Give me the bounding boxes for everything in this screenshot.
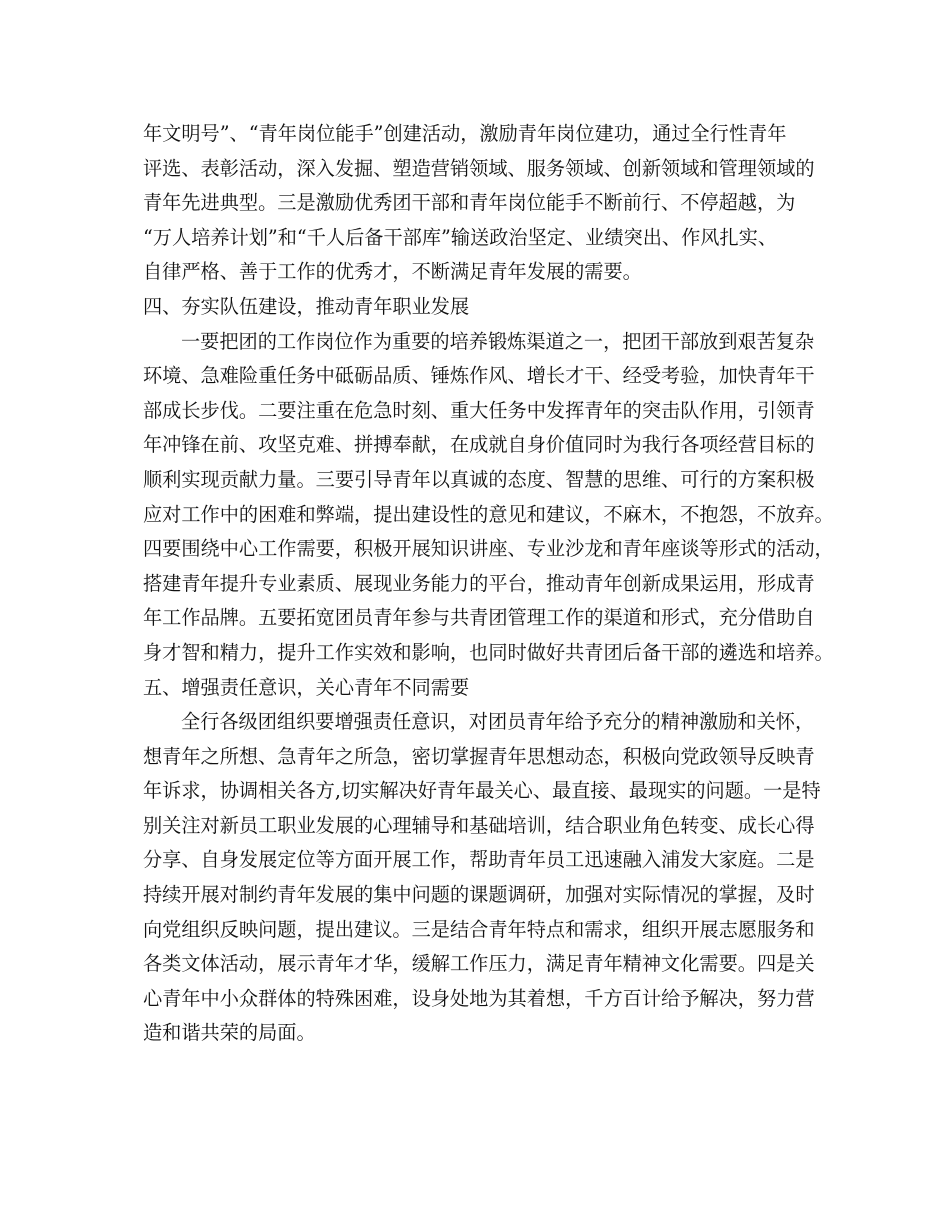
text-line: 别关注对新员工职业发展的心理辅导和基础培训，结合职业角色转变、成长心得 bbox=[143, 813, 815, 837]
text-line: 应对工作中的困难和弊端，提出建设性的意见和建议，不麻木，不抱怨，不放弃。 bbox=[143, 502, 834, 526]
document-body bbox=[143, 117, 834, 1051]
text-line: 年冲锋在前、攻坚克难、拼搏奉献，在成就自身价值同时为我行各项经营目标的 bbox=[143, 433, 815, 457]
text-line: 全行各级团组织要增强责任意识，对团员青年给予充分的精神激励和关怀， bbox=[181, 710, 815, 734]
text-line: 年诉求，协调相关各方,切实解决好青年最关心、最直接、最现实的问题。一是特 bbox=[143, 779, 821, 803]
text-line: 身才智和精力，提升工作实效和影响，也同时做好共青团后备干部的遴选和培养。 bbox=[143, 640, 834, 664]
text-line: 青年先进典型。三是激励优秀团干部和青年岗位能手不断前行、不停超越，为 bbox=[143, 191, 796, 215]
text-line: “万人培养计划”和“千人后备干部库”输送政治坚定、业绩突出、作风扎实、 bbox=[143, 225, 778, 249]
paragraph-section-4 bbox=[143, 325, 834, 671]
text-line: 向党组织反映问题，提出建议。三是结合青年特点和需求，组织开展志愿服务和 bbox=[143, 917, 815, 941]
text-line: 顺利实现贡献力量。三要引导青年以真诚的态度、智慧的思维、可行的方案积极 bbox=[143, 467, 815, 491]
text-line: 年文明号”、“青年岗位能手”创建活动，激励青年岗位建功，通过全行性青年 bbox=[143, 122, 787, 145]
section-heading-4: 四、夯实队伍建设，推动青年职业发展 bbox=[143, 294, 470, 318]
paragraph-continued bbox=[143, 117, 813, 290]
text-line: 持续开展对制约青年发展的集中问题的课题调研，加强对实际情况的掌握，及时 bbox=[143, 883, 815, 907]
section-heading-5: 五、增强责任意识，关心青年不同需要 bbox=[143, 675, 470, 699]
text-line: 搭建青年提升专业素质、展现业务能力的平台，推动青年创新成果运用，形成青 bbox=[143, 571, 815, 595]
paragraph-section-5 bbox=[143, 705, 821, 1051]
text-line: 各类文体活动，展示青年才华，缓解工作压力，满足青年精神文化需要。四是关 bbox=[143, 952, 815, 976]
text-line: 部成长步伐。二要注重在危急时刻、重大任务中发挥青年的突击队作用，引领青 bbox=[143, 398, 815, 422]
text-line: 想青年之所想、急青年之所急，密切掌握青年思想动态，积极向党政领导反映青 bbox=[143, 744, 815, 768]
text-line: 四要围绕中心工作需要，积极开展知识讲座、专业沙龙和青年座谈等形式的活动， bbox=[143, 537, 834, 561]
text-line: 年工作品牌。五要拓宽团员青年参与共青团管理工作的渠道和形式，充分借助自 bbox=[143, 606, 815, 630]
text-line: 自律严格、善于工作的优秀才，不断满足青年发展的需要。 bbox=[143, 260, 642, 284]
text-line: 评选、表彰活动，深入发掘、塑造营销领域、服务领域、创新领域和管理领域的 bbox=[143, 156, 815, 180]
text-line: 一要把团的工作岗位作为重要的培养锻炼渠道之一，把团干部放到艰苦复杂 bbox=[181, 329, 815, 353]
text-line: 分享、自身发展定位等方面开展工作，帮助青年员工迅速融入浦发大家庭。二是 bbox=[143, 848, 815, 872]
text-line: 造和谐共荣的局面。 bbox=[143, 1021, 316, 1045]
text-line: 心青年中小众群体的特殊困难，设身处地为其着想，千方百计给予解决，努力营 bbox=[143, 986, 815, 1010]
text-line: 环境、急难险重任务中砥砺品质、锤炼作风、增长才干、经受考验，加快青年干 bbox=[143, 364, 815, 388]
